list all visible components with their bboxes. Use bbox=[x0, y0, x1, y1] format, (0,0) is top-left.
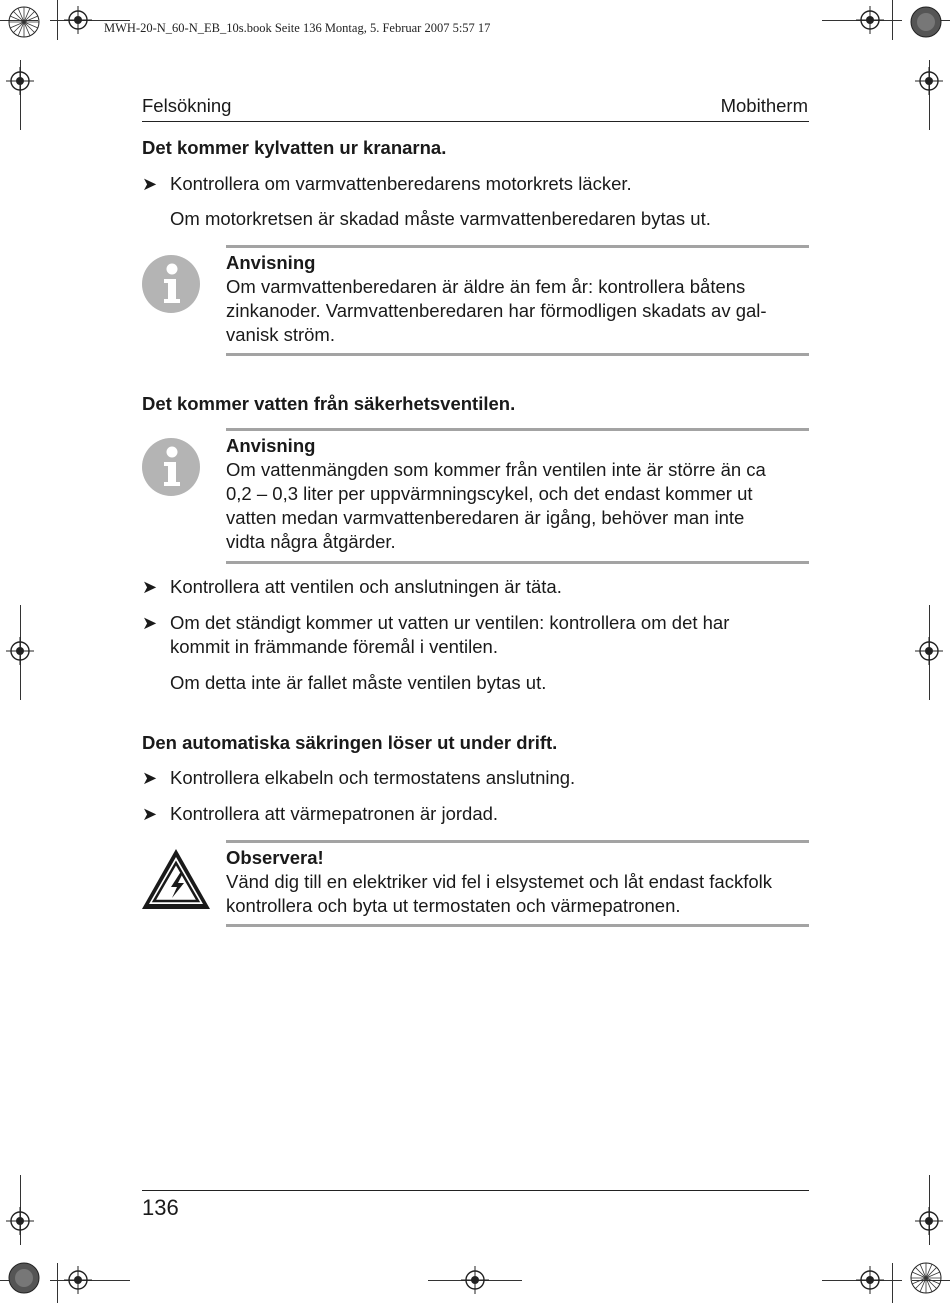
registration-mark-icon bbox=[64, 1266, 92, 1294]
note-line: 0,2 – 0,3 liter per uppvärmningscykel, och det endast kommer ut bbox=[226, 483, 753, 504]
footer-rule bbox=[142, 1190, 809, 1191]
registration-mark-icon bbox=[6, 1207, 34, 1235]
section-heading: Den automatiska säkringen löser ut under drift. bbox=[142, 732, 558, 753]
list-item: ➤ Kontrollera om varmvattenberedarens motorkrets läcker. bbox=[142, 173, 632, 194]
step-follow-text: Om motorkretsen är skadad måste varmvattenberedaren bytas ut. bbox=[170, 208, 711, 229]
section-heading: Det kommer vatten från säkerhetsventilen. bbox=[142, 393, 516, 414]
starburst-mark-icon bbox=[910, 6, 942, 38]
crop-line bbox=[892, 1263, 893, 1303]
print-slug: MWH-20-N_60-N_EB_10s.book Seite 136 Montag, 5. Februar 2007 5:57 17 bbox=[104, 21, 491, 35]
registration-mark-icon bbox=[856, 1266, 884, 1294]
warning-line: Vänd dig till en elektriker vid fel i elsystemet och låt endast fackfolk bbox=[226, 871, 773, 892]
registration-mark-icon bbox=[64, 6, 92, 34]
list-item: ➤ Kontrollera elkabeln och termostatens anslutning. bbox=[142, 767, 576, 788]
registration-mark-icon bbox=[6, 67, 34, 95]
note-line: vidta några åtgärder. bbox=[226, 531, 396, 552]
info-icon bbox=[142, 255, 200, 313]
registration-mark-icon bbox=[915, 1207, 943, 1235]
registration-mark-icon bbox=[6, 637, 34, 665]
running-header-section: Felsökning bbox=[142, 95, 232, 116]
registration-mark-icon bbox=[915, 637, 943, 665]
note-line: vatten medan varmvattenberedaren är igång, behöver man inte bbox=[226, 507, 745, 528]
arrow-bullet-icon: ➤ bbox=[142, 174, 158, 194]
note-box bbox=[226, 245, 809, 356]
electric-hazard-icon bbox=[140, 847, 212, 911]
starburst-mark-icon bbox=[910, 1262, 942, 1294]
note-title: Anvisning bbox=[226, 435, 316, 456]
starburst-mark-icon bbox=[8, 1262, 40, 1294]
registration-mark-icon bbox=[856, 6, 884, 34]
registration-mark-icon bbox=[461, 1266, 489, 1294]
list-item: ➤ Kontrollera att ventilen och anslutningen är täta. bbox=[142, 576, 562, 597]
note-line: vanisk ström. bbox=[226, 324, 335, 345]
registration-mark-icon bbox=[915, 67, 943, 95]
info-icon bbox=[142, 438, 200, 496]
starburst-mark-icon bbox=[8, 6, 40, 38]
list-item: ➤ Kontrollera att värmepatronen är jordad. bbox=[142, 803, 499, 824]
note-box bbox=[226, 428, 809, 564]
page-number: 136 bbox=[142, 1195, 179, 1220]
warning-line: kontrollera och byta ut termostaten och värmepatronen. bbox=[226, 895, 681, 916]
note-line: Om varmvattenberedaren är äldre än fem år: kontrollera båtens bbox=[226, 276, 746, 297]
section-heading: Det kommer kylvatten ur kranarna. bbox=[142, 137, 447, 158]
note-title: Anvisning bbox=[226, 252, 316, 273]
arrow-bullet-icon: ➤ bbox=[142, 577, 158, 597]
header-rule bbox=[142, 121, 809, 122]
warning-box bbox=[226, 840, 809, 927]
arrow-bullet-icon: ➤ bbox=[142, 768, 158, 788]
note-line: Om vattenmängden som kommer från ventilen inte är större än ca bbox=[226, 459, 766, 480]
note-line: zinkanoder. Varmvattenberedaren har förmodligen skadats av gal- bbox=[226, 300, 767, 321]
warning-title: Observera! bbox=[226, 847, 324, 868]
list-item: ➤ Om det ständigt kommer ut vatten ur ventilen: kontrollera om det har kommit in främmande föremål i ventilen. bbox=[142, 612, 730, 657]
arrow-bullet-icon: ➤ bbox=[142, 613, 158, 633]
step-follow-text: Om detta inte är fallet måste ventilen bytas ut. bbox=[170, 672, 547, 693]
running-header-product: Mobitherm bbox=[720, 95, 808, 116]
arrow-bullet-icon: ➤ bbox=[142, 804, 158, 824]
crop-line bbox=[57, 1263, 58, 1303]
